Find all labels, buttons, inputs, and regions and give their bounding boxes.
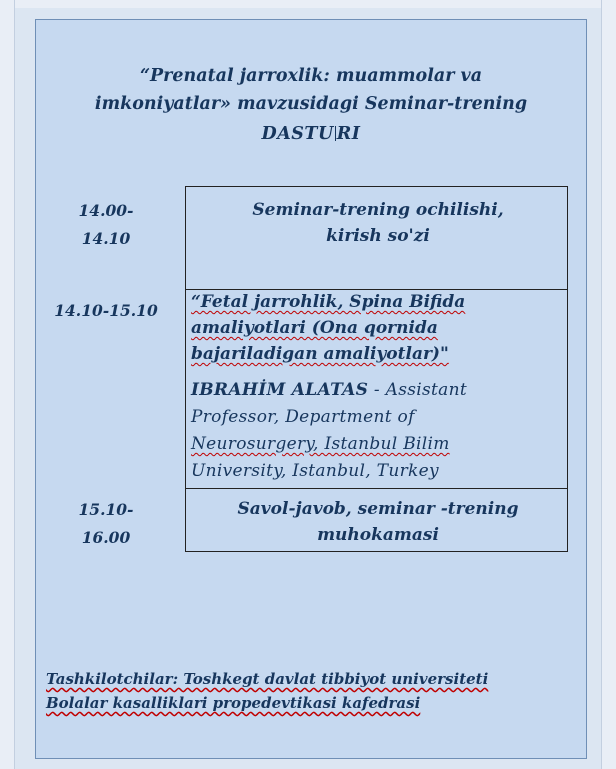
schedule-row-2-title — [191, 289, 566, 367]
schedule-row-3-title — [188, 496, 568, 548]
program-heading — [36, 120, 586, 148]
program-card[interactable] — [35, 19, 587, 759]
page-edge-top — [0, 0, 616, 8]
program-heading-part1: DASTU — [261, 124, 334, 144]
session-title-line-2: muhokamasi — [317, 525, 439, 545]
page-edge-left — [0, 0, 15, 769]
time-line-2: 14.10 — [81, 229, 131, 248]
page-edge-right — [601, 0, 616, 769]
schedule-row-2-time: 14.10-15.10 — [54, 301, 158, 320]
speaker-info — [191, 377, 566, 485]
schedule-row-1-title — [188, 197, 568, 249]
talk-title-line-1: “Fetal jarrohlik, Spina Bifida — [191, 292, 466, 312]
organizers-line-2: Bolalar kasalliklari propedevtikasi kafedrasi — [46, 694, 421, 712]
speaker-line-3: Neurosurgery, Istanbul Bilim — [191, 434, 450, 454]
speaker-separator: - — [368, 380, 386, 400]
program-heading-part2: RI — [336, 124, 361, 144]
organizers-line-1: Tashkilotchilar: Toshkegt davlat tibbiyot universiteti — [46, 670, 489, 688]
speaker-line-4: University, Istanbul, Turkey — [191, 461, 439, 481]
time-line-1: 14.00- — [78, 201, 134, 220]
schedule-row-3-time — [46, 496, 166, 552]
speaker-line-2: Professor, Department of — [191, 407, 415, 427]
speaker-name: IBRAHİM ALATAS — [191, 380, 369, 400]
speaker-line-1: Assistant — [385, 380, 467, 400]
document-title — [36, 62, 586, 148]
session-title-line-1: Seminar-trening ochilishi, — [252, 200, 504, 220]
talk-title-line-3: bajariladigan amaliyotlar)" — [191, 344, 449, 364]
schedule-row-1-time — [46, 197, 166, 253]
session-title-line-2: kirish so'zi — [326, 226, 430, 246]
title-line-1: “Prenatal jarroxlik: muammolar va — [139, 66, 483, 86]
session-title-line-1: Savol-javob, seminar -trening — [237, 499, 519, 519]
time-line-1: 15.10- — [78, 500, 134, 519]
time-line-2: 16.00 — [81, 528, 131, 547]
text-cursor — [335, 126, 336, 141]
talk-title-line-2: amaliyotlari (Ona qornida — [191, 318, 438, 338]
title-line-2: imkoniyatlar» mavzusidagi Seminar-trening — [94, 94, 528, 114]
